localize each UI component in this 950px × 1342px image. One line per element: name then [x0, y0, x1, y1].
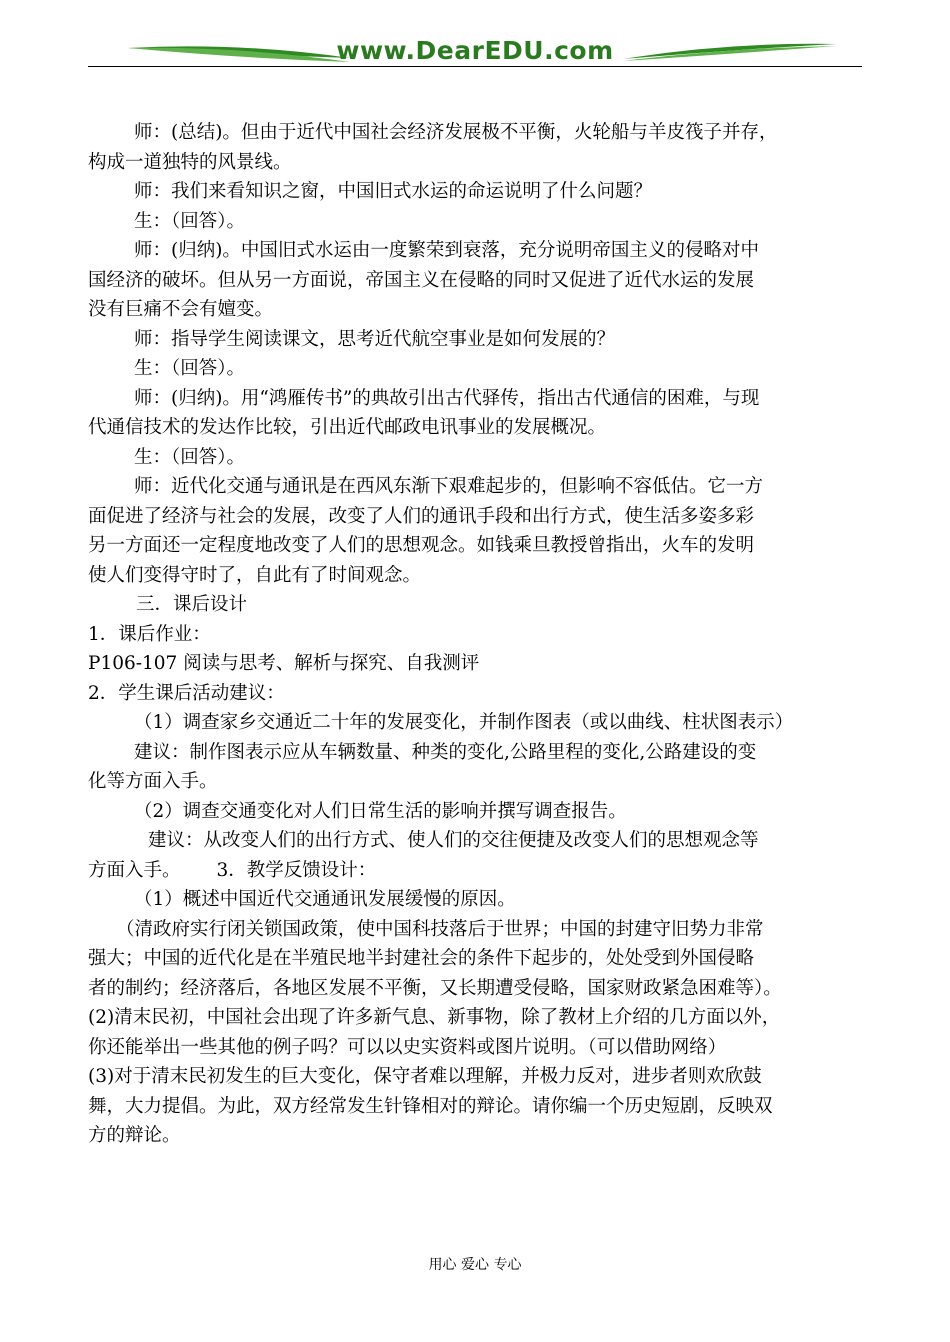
paragraph-line: （2）调查交通变化对人们日常生活的影响并撰写调查报告。 [134, 800, 627, 822]
page-header [88, 36, 862, 70]
section-heading: 三．课后设计 [136, 594, 248, 615]
paragraph-line-part: 方面入手。 [88, 859, 181, 881]
paragraph-line: （1）概述中国近代交通通讯发展缓慢的原因。 [134, 889, 516, 910]
paragraph-line: (2)清末民初，中国社会出现了许多新气息、新事物，除了教材上介绍的几方面以外， [88, 1007, 781, 1028]
paragraph-line: （1）调查家乡交通近二十年的发展变化，并制作图表（或以曲线、柱状图表示） [134, 712, 794, 733]
paragraph-line: 代通信技术的发达作比较，引出近代邮政电讯事业的发展概况。 [88, 417, 607, 438]
paragraph-line: 建议：制作图表示应从车辆数量、种类的变化,公路里程的变化,公路建设的变 [134, 741, 757, 763]
paragraph-line: 师：(归纳)。用“鸿雁传书”的典故引出古代驿传，指出古代通信的困难，与现 [134, 387, 760, 409]
paragraph-line: 师：我们来看知识之窗，中国旧式水运的命运说明了什么问题？ [134, 181, 653, 202]
header-divider [88, 66, 862, 67]
paragraph-line: 建议：从改变人们的出行方式、使人们的交往便捷及改变人们的思想观念等 [148, 830, 759, 851]
paragraph-line: 师：(总结)。但由于近代中国社会经济发展极不平衡，火轮船与羊皮筏子并存， [134, 122, 778, 143]
paragraph-line: 没有巨痛不会有嬗变。 [88, 299, 274, 320]
document-body [88, 118, 868, 1151]
paragraph-line: 面促进了经济与社会的发展，改变了人们的通讯手段和出行方式，使生活多姿多彩 [88, 505, 755, 527]
paragraph-line: P106-107 阅读与思考、解析与探究、自我测评 [88, 653, 480, 674]
paragraph-line: 师：近代化交通与通讯是在西风东渐下艰难起步的，但影响不容低估。它一方 [134, 476, 764, 497]
site-logo-text: www.DearEDU.com [336, 36, 614, 65]
paragraph-line: 另一方面还一定程度地改变了人们的思想观念。如钱乘旦教授曾指出，火车的发明 [88, 535, 755, 556]
subsection-heading: 1．课后作业： [88, 623, 211, 645]
paragraph-line: 构成一道独特的风景线。 [88, 151, 292, 173]
subsection-heading: 2．学生课后活动建议： [88, 682, 285, 704]
paragraph-line: 舞，大力提倡。为此，双方经常发生针锋相对的辩论。请你编一个历史短剧，反映双 [88, 1095, 773, 1117]
paragraph-line: 方的辩论。 [88, 1125, 181, 1146]
paragraph-line: 你还能举出一些其他的例子吗？可以以史实资料或图片说明。（可以借助网络） [88, 1036, 727, 1058]
paragraph-line: 强大；中国的近代化是在半殖民地半封建社会的条件下起步的，处处受到外国侵略 [88, 948, 755, 969]
paragraph-line: 国经济的破坏。但从另一方面说，帝国主义在侵略的同时又促进了近代水运的发展 [88, 269, 755, 291]
paragraph-line: (3)对于清末民初发生的巨大变化，保守者难以理解，并极力反对，进步者则欢欣鼓 [88, 1066, 762, 1087]
paragraph-line: 使人们变得守时了，自此有了时间观念。 [88, 564, 422, 586]
paragraph-line: （清政府实行闭关锁国政策，使中国科技落后于世界；中国的封建守旧势力非常 [116, 918, 764, 940]
paragraph-line: 师：指导学生阅读课文，思考近代航空事业是如何发展的？ [134, 328, 616, 350]
page-footer: 用心 爱心 专心 [428, 1257, 522, 1273]
paragraph-line [88, 856, 868, 886]
paragraph-line: 生：（回答）。 [134, 446, 246, 468]
paragraph-line: 生：（回答）。 [134, 358, 246, 379]
paragraph-line: 师：(归纳)。中国旧式水运由一度繁荣到衰落，充分说明帝国主义的侵略对中 [134, 240, 759, 261]
subsection-heading: 3．教学反馈设计： [216, 859, 377, 881]
paragraph-line: 者的制约；经济落后，各地区发展不平衡，又长期遭受侵略，国家财政紧急困难等）。 [88, 977, 782, 999]
paragraph-line: 化等方面入手。 [88, 771, 218, 792]
paragraph-line: 生：（回答）。 [134, 210, 246, 232]
